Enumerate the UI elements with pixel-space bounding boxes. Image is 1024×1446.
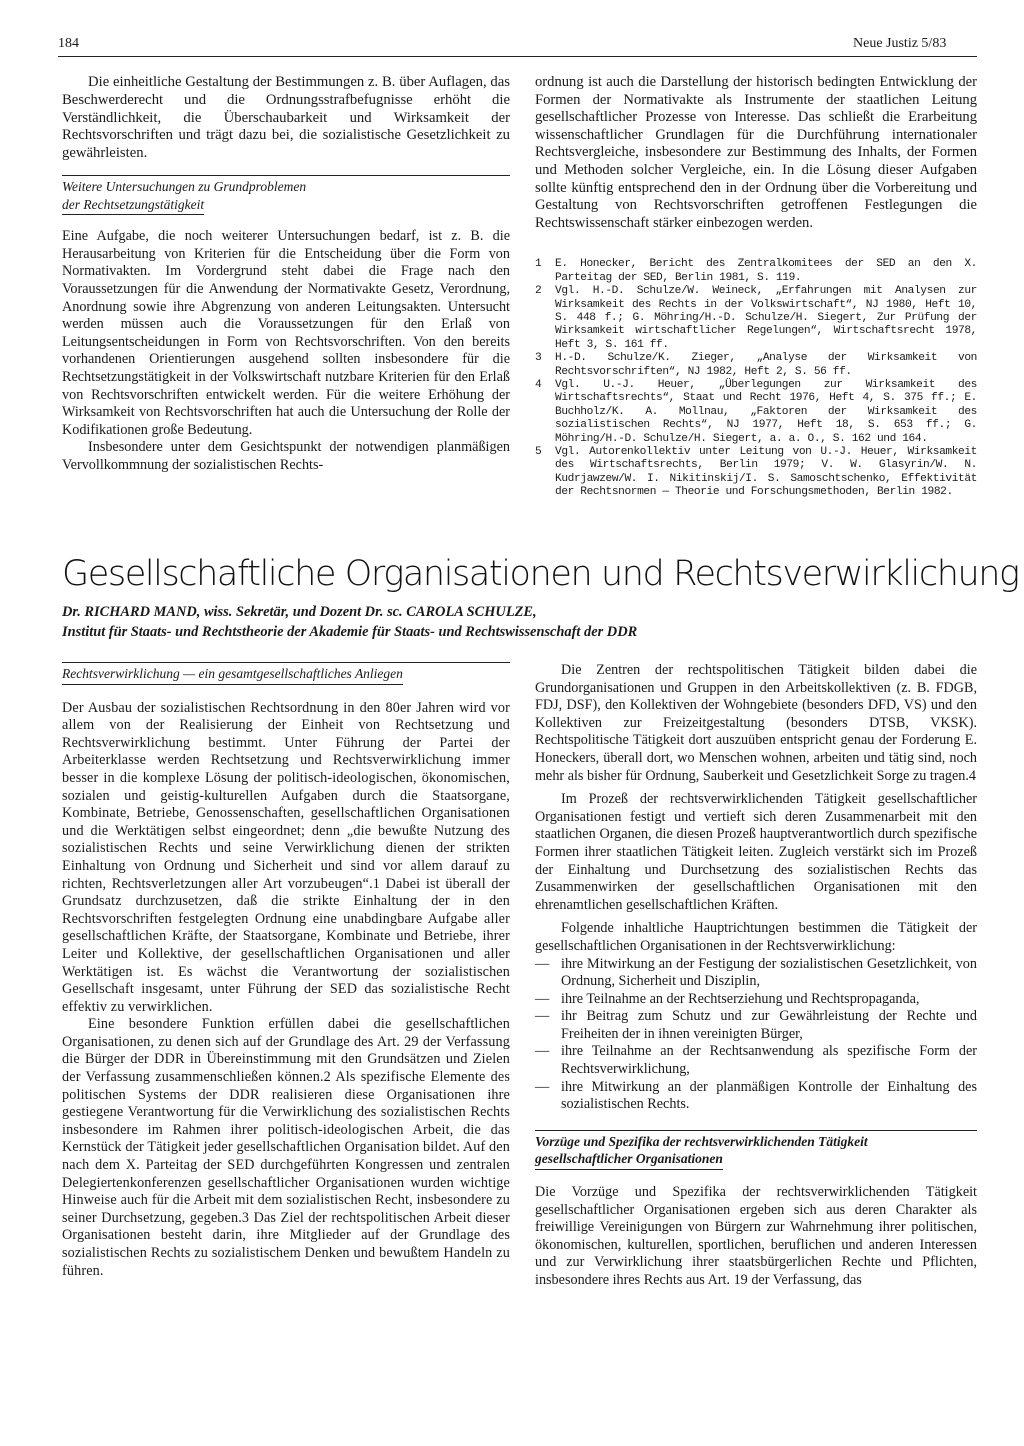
section-heading-line: Vorzüge und Spezifika der rechtsverwirklichenden Tätigkeit	[535, 1133, 868, 1149]
footnote	[535, 446, 977, 500]
dash-marker: —	[535, 990, 550, 1007]
top-left-column	[62, 74, 510, 474]
section-heading-line: der Rechtsetzungstätigkeit	[62, 196, 204, 216]
section-heading-line: Rechtsverwirklichung — ein gesamtgesellschaftliches Anliegen	[62, 665, 403, 685]
body-paragraph: Im Prozeß der rechtsverwirklichenden Tätigkeit gesellschaftlicher Organisationen festigt und vertieft sich deren Zusammenarbeit mit den staatlichen Organen, die diesen Prozeß hauptverantwortlich durch spezifische Formen ihrer staatlichen Tätigkeit leiten. Zugleich verstärkt sich im Prozeß der Einhaltung und Durchsetzung des sozialistischen Rechts das Zusammenwirken der gesellschaftlichen Organisationen mit den ehrenamtlichen gesellschaftlichen Kräften.	[535, 791, 977, 913]
dash-marker: —	[535, 1078, 550, 1095]
body-paragraph: Die Zentren der rechtspolitischen Tätigkeit bilden dabei die Grundorganisationen und Gruppen in den Arbeitskollektiven (z. B. FDGB, FDJ, DSF), den Kollektiven der Wohngebiete (besonders DFD, VS) und den Kollektiven zur Freizeitgestaltung (besonders DTSB, VKSK). Rechtspolitische Tätigkeit dort auszuüben entspricht genau der Forderung E. Honeckers, überall dort, wo Menschen wohnen, arbeiten und tätig sind, noch mehr als bisher für Ordnung, Sauberkeit und Gesetzlichkeit Sorge zu tragen.4	[535, 662, 977, 784]
section-heading-line: Weitere Untersuchungen zu Grundproblemen	[62, 178, 307, 194]
footnote	[535, 258, 977, 285]
footnote-number: 2	[535, 285, 542, 298]
list-item-text: ihre Teilnahme an der Rechtsanwendung als spezifische Form der Rechtsverwirklichung,	[561, 1043, 977, 1078]
body-paragraph: Insbesondere unter dem Gesichtspunkt der notwendigen planmäßigen Vervollkommnung der sozialistischen Rechts-	[62, 439, 510, 473]
footnote-text: E. Honecker, Bericht des Zentralkomitees der SED an den X. Parteitag der SED, Berlin 1981, S. 119.	[555, 258, 977, 284]
intro-paragraph: Die einheitliche Gestaltung der Bestimmungen z. B. über Auflagen, das Beschwerderecht und die Ordnungsstrafbefugnisse erhöht die Verständlichkeit, die Überschaubarkeit und Wirksamkeit der Rechtsvorschriften und trägt dazu bei, die sozialistische Gesetzlichkeit zu gewährleisten.	[62, 74, 510, 162]
list-item	[535, 991, 977, 1009]
header-rule	[58, 56, 977, 57]
list-item-text: ihre Mitwirkung an der Festigung der sozialistischen Gesetzlichkeit, von Ordnung, Sicherheit und Disziplin,	[561, 955, 977, 990]
top-right-column	[535, 74, 977, 500]
list-item	[535, 1043, 977, 1078]
page-number: 184	[58, 36, 79, 51]
list-item	[535, 1008, 977, 1043]
dash-marker: —	[535, 1008, 550, 1025]
body-paragraph: ordnung ist auch die Darstellung der historisch bedingten Entwicklung der Formen der Normativakte als Instrumente der staatlichen Leitung gesellschaftlicher Prozesse von Interesse. Das schließt die Erarbeitung wissenschaftlicher Grundlagen für die Durchführung internationaler Rechtsvergleiche, insbesondere zur Bestimmung des Inhalts, der Formen und Methoden solcher Vergleiche, ein. In die Lösung dieser Aufgaben sollte künftig entsprechend den in der Ordnung über die Vorbereitung und Gestaltung von Rechtsvorschriften getroffenen Festlegungen die Rechtswissenschaft stärker einbezogen werden.	[535, 74, 977, 231]
list-item-text: ihre Mitwirkung an der planmäßigen Kontrolle der Einhaltung des sozialistischen Rechts.	[561, 1078, 977, 1113]
section-heading	[535, 1130, 977, 1170]
list-item-text: ihr Beitrag zum Schutz und zur Gewährleistung der Rechte und Freiheiten der in ihnen vereinigten Bürger,	[561, 1008, 977, 1042]
body-paragraph: Eine Aufgabe, die noch weiterer Untersuchungen bedarf, ist z. B. die Herausarbeitung von Kriterien für die Entscheidung über die Form von Normativakten. Im Vordergrund steht dabei die Frage nach den Voraussetzungen für die Anwendung der Normativakte Gesetz, Verordnung, Anordnung sowie ihre Abgrenzung von anderen Leitungsakten. Untersucht werden müssen auch die Voraussetzungen für den Erlaß von Leitungsentscheidungen in Form von Rechtsvorschriften. Von den bereits vorhandenen Orientierungen ausgehend sollten insbesondere für die Rechtsetzungstätigkeit in der Volkswirtschaft nutzbare Kriterien für den Erlaß von Rechtsvorschriften entwickelt werden. Für die weitere Erhöhung der Wirksamkeit von Rechtsvorschriften hat auch die Untersuchung der Rolle der Kodifikationen große Bedeutung.	[62, 228, 510, 438]
list-item	[535, 956, 977, 991]
dash-marker: —	[535, 955, 550, 972]
dash-marker: —	[535, 1043, 550, 1060]
footnote	[535, 352, 977, 379]
section-heading	[62, 662, 510, 685]
authors-line: Dr. RICHARD MAND, wiss. Sekretär, und Dozent Dr. sc. CAROLA SCHULZE,	[62, 604, 537, 620]
bottom-left-column	[62, 662, 510, 1280]
footnote-text: Vgl. U.-J. Heuer, „Überlegungen zur Wirksamkeit des Wirtschaftsrechts“, Staat und Recht 1976, Heft 4, S. 375 ff.; E. Buchholz/K. A. Mollnau, „Faktoren der Wirksamkeit des sozialistischen Rechts“, NJ 1977, Heft 18, S. 653 ff.; G. Möhring/H.-D. Schulze/H. Siegert, a. a. O., S. 162 und 164.	[555, 379, 977, 445]
body-paragraph: Eine besondere Funktion erfüllen dabei die gesellschaftlichen Organisationen, zu denen sich auf der Grundlage des Art. 29 der Verfassung die Bürger der DDR in Übereinstimmung mit den Grundsätzen und Zielen der Verfassung zusammenschließen können.2 Als spezifische Elemente des politischen Systems der DDR realisieren diese Organisationen ihre gestiegene Verantwortung für die Verwirklichung des sozialistischen Rechts insbesondere im Rahmen ihrer politisch-ideologischen Arbeit, die das Kernstück der Tätigkeit jeder gesellschaftlichen Organisation bildet. Auf den nach dem X. Parteitag der SED durchgeführten Kongressen und zentralen Delegiertenkonferenzen gesellschaftlicher Organisationen wurden wichtige Hinweise auch für die Arbeit mit dem sozialistischen Recht, insbesondere zu seiner Durchsetzung, gegeben.3 Das Ziel der rechtspolitischen Arbeit dieser Organisationen besteht darin, ihre Mitglieder auf der Grundlage des sozialistischen Rechts zu sozialistischem Denken und bewußtem Handeln zu führen.	[62, 1016, 510, 1279]
article-title: Gesellschaftliche Organisationen und Rechtsverwirklichung	[62, 554, 1019, 594]
footnote-text: Vgl. Autorenkollektiv unter Leitung von U.-J. Heuer, Wirksamkeit des Wirtschaftsrechts, Berlin 1979; V. W. Glasyrin/W. N. Kudrjawzew/W. I. Nikitinskij/I. S. Samoschtschenko, Effektivität der Rechtsnormen — Theorie und Forschungsmethoden, Berlin 1982.	[555, 446, 977, 499]
footnote-number: 5	[535, 446, 542, 459]
section-heading	[62, 175, 510, 215]
footnote-text: Vgl. H.-D. Schulze/W. Weineck, „Erfahrungen mit Analysen zur Wirksamkeit des Rechts in der Volkswirtschaft“, NJ 1980, Heft 10, S. 448 f.; G. Möhring/H.-D. Schulze/H. Siegert, Zur Prüfung der Wirksamkeit wirtschaftlicher Regelungen“, Wirtschaftsrecht 1978, Heft 3, S. 161 ff.	[555, 285, 977, 351]
footnote-text: H.-D. Schulze/K. Zieger, „Analyse der Wirksamkeit von Rechtsvorschriften“, NJ 1982, Heft 2, S. 56 ff.	[555, 352, 977, 378]
footnote	[535, 379, 977, 446]
body-paragraph: Folgende inhaltliche Hauptrichtungen bestimmen die Tätigkeit der gesellschaftlichen Organisationen in der Rechtsverwirklichung:	[535, 920, 977, 954]
body-paragraph: Die Vorzüge und Spezifika der rechtsverwirklichenden Tätigkeit gesellschaftlicher Organisationen ergeben sich aus deren Charakter als freiwillige Vereinigungen von Bürgern zur Wahrnehmung ihrer politischen, ökonomischen, kulturellen, sportlichen, beruflichen und anderen Interessen und zur Verwirklichung ihrer staatsbürgerlichen Rechte und Pflichten, insbesondere ihres Rechts aus Art. 19 der Verfassung, das	[535, 1184, 977, 1288]
section-heading-line: gesellschaftlicher Organisationen	[535, 1150, 723, 1170]
bullet-list	[535, 956, 977, 1114]
body-paragraph: Der Ausbau der sozialistischen Rechtsordnung in den 80er Jahren wird vor allem von der Realisierung der Einheit von Rechtsetzung und Rechtsverwirklichung bestimmt. Unter Führung der Partei der Arbeiterklasse werden Rechtsetzung und Rechtsverwirklichung immer besser in die komplexe Lösung der politisch-ideologischen, ökonomischen, sozialen und geistig-kulturellen Aufgaben durch die Staatsorgane, Kombinate, Betriebe, Genossenschaften, gesellschaftlichen Organisationen und die Werktätigen selbst eingeordnet; denn „die bewußte Nutzung des sozialistischen Rechts und seine Verwirklichung dienen der strikten Einhaltung von Ordnung und Sicherheit und sind vor allem darauf zu richten, Rechtsverletzungen aller Art vorzubeugen“.1 Dabei ist überall der Grundsatz durchzusetzen, daß die strikte Einhaltung der in den Rechtsvorschriften festgelegten Ordnung eine unabdingbare Aufgabe aller gesellschaftlichen Kräfte, der Staatsorgane, Kombinate und Betriebe, ihrer Leiter und Kollektive, der gesellschaftlichen Organisationen und aller Werktätigen ist. Es wächst die Verantwortung der sozialistischen Gesellschaft insgesamt, unter Führung der SED das sozialistische Recht effektiv zu verwirklichen.	[62, 699, 510, 1015]
footnote-number: 1	[535, 258, 542, 271]
journal-issue: Neue Justiz 5/83	[853, 36, 947, 51]
footnote-number: 3	[535, 352, 542, 365]
footnote-number: 4	[535, 379, 542, 391]
bottom-right-column	[535, 662, 977, 1290]
list-item	[535, 1079, 977, 1114]
institute-line: Institut für Staats- und Rechtstheorie der Akademie für Staats- und Rechtswissenschaft der DDR	[62, 624, 638, 640]
list-item-text: ihre Teilnahme an der Rechtserziehung und Rechtspropaganda,	[561, 990, 920, 1007]
footnotes	[535, 258, 977, 499]
footnote	[535, 285, 977, 352]
